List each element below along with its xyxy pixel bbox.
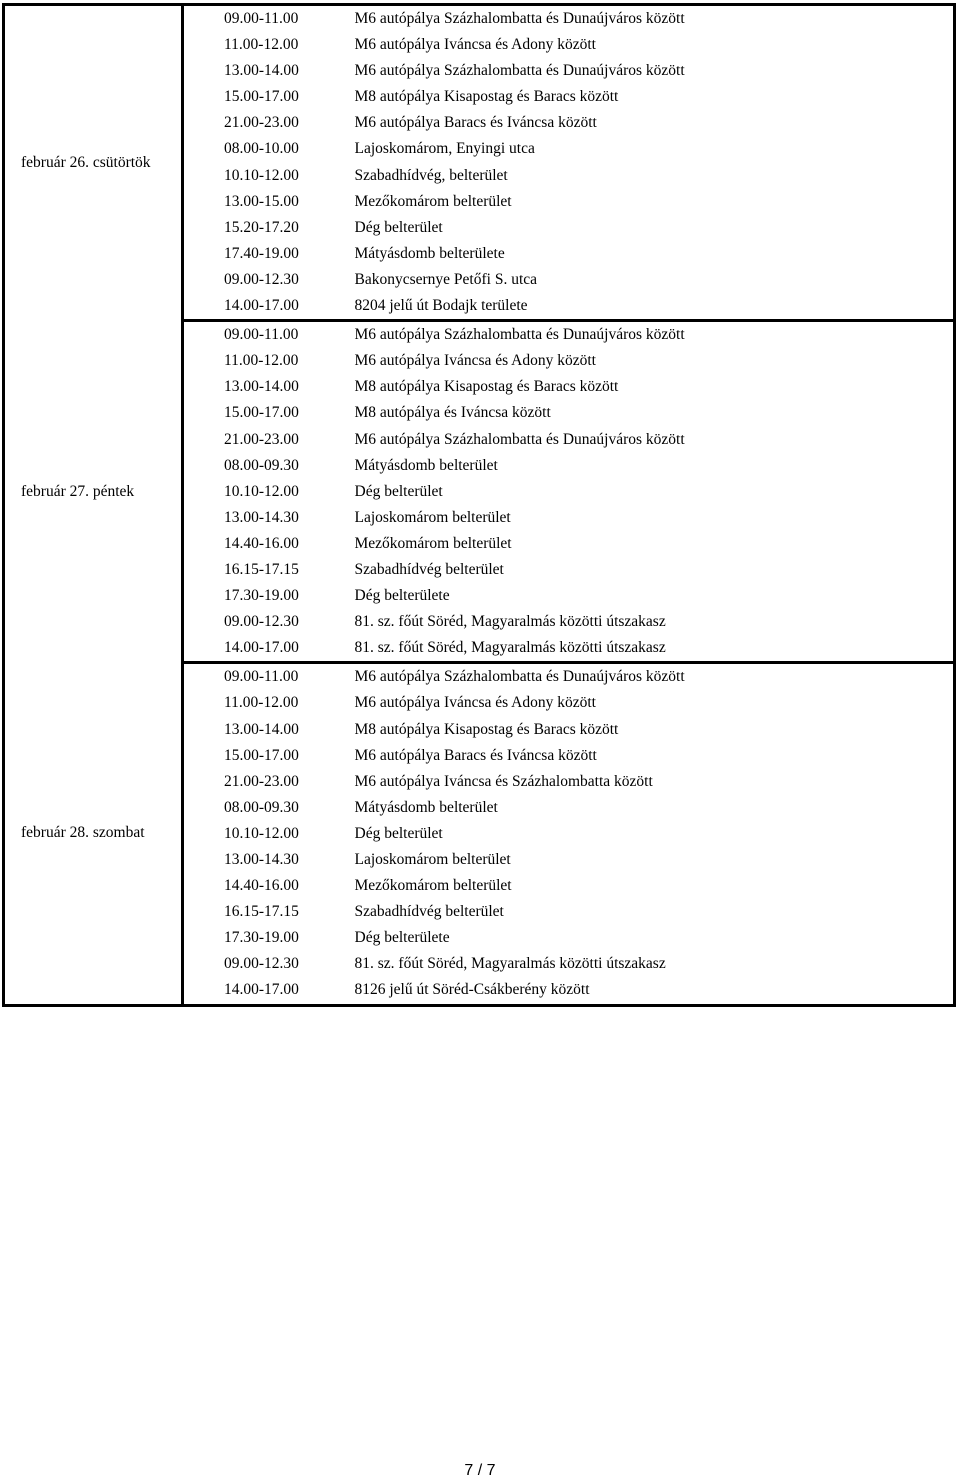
location: M6 autópálya Százhalombatta és Dunaújváros között — [354, 668, 685, 686]
location: Mezőkomárom belterület — [354, 192, 512, 210]
location: Mezőkomárom belterület — [354, 534, 512, 552]
location: M6 autópálya Százhalombatta és Dunaújváros között — [354, 62, 685, 80]
time-range: 09.00-11.00 — [224, 10, 299, 27]
location: M6 autópálya Baracs és Iváncsa között — [354, 114, 597, 132]
location: M6 autópálya Iváncsa és Adony között — [354, 36, 596, 54]
day-label: február 28. szombat — [4, 663, 183, 1005]
time-range: 14.40-16.00 — [224, 534, 299, 552]
time-range: 13.00-14.00 — [224, 378, 299, 396]
time-range: 09.00-11.00 — [224, 668, 299, 686]
time-range: 16.15-17.15 — [224, 560, 299, 578]
time-range: 11.00-12.00 — [224, 36, 299, 54]
time-range: 09.00-12.30 — [224, 270, 299, 288]
time-range: 14.00-17.00 — [183, 635, 351, 663]
time-range: 21.00-23.00 — [224, 430, 299, 448]
location: 81. sz. főút Söréd, Magyaralmás közötti útszakasz — [354, 955, 666, 973]
day-label: február 26. csütörtök — [4, 5, 183, 321]
location: Dég belterülete — [354, 587, 450, 605]
time-range: 17.40-19.00 — [224, 244, 299, 262]
location: Dég belterület — [354, 218, 443, 236]
location: Lajoskomárom, Enyingi utca — [354, 140, 535, 158]
location: M8 autópálya és Iváncsa között — [354, 404, 551, 422]
time-range: 13.00-14.00 — [224, 720, 299, 738]
location: Mezőkomárom belterület — [354, 877, 512, 895]
location: M8 autópálya Kisapostag és Baracs között — [354, 378, 619, 396]
time-range: 08.00-09.30 — [224, 798, 299, 816]
time-range: 09.00-12.30 — [224, 955, 299, 973]
time-range: 15.20-17.20 — [224, 218, 299, 236]
time-range: 08.00-10.00 — [224, 140, 299, 158]
time-range: 15.00-17.00 — [224, 88, 299, 106]
time-range: 17.30-19.00 — [224, 929, 299, 947]
location: Dég belterülete — [354, 929, 450, 947]
location: 81. sz. főút Söréd, Magyaralmás közötti útszakasz — [351, 635, 955, 663]
location: M6 autópálya Iváncsa és Adony között — [354, 352, 596, 370]
time-range: 09.00-11.00 — [224, 326, 299, 344]
time-range: 10.10-12.00 — [224, 166, 299, 184]
location: Szabadhídvég belterület — [354, 903, 504, 921]
time-range: 14.00-17.00 — [183, 977, 351, 1005]
location: Szabadhídvég belterület — [354, 560, 504, 578]
location: 8126 jelű út Söréd-Csákberény között — [351, 977, 955, 1005]
location: Bakonycsernye Petőfi S. utca — [354, 270, 538, 288]
location: M8 autópálya Kisapostag és Baracs között — [354, 88, 619, 106]
schedule-row — [4, 321, 955, 349]
time-range: 16.15-17.15 — [224, 903, 299, 921]
location: Szabadhídvég, belterület — [354, 166, 508, 184]
location: Dég belterület — [354, 482, 443, 500]
time-range: 11.00-12.00 — [224, 694, 299, 712]
time-range: 17.30-19.00 — [224, 587, 299, 605]
schedule-row — [4, 663, 955, 691]
location: Mátyásdomb belterület — [354, 798, 498, 816]
time-range: 13.00-14.30 — [224, 508, 299, 526]
time-range: 10.10-12.00 — [224, 482, 299, 500]
schedule-row — [4, 5, 955, 33]
time-range: 13.00-15.00 — [224, 192, 299, 210]
location: 81. sz. főút Söréd, Magyaralmás közötti útszakasz — [354, 613, 666, 631]
location: M6 autópálya Százhalombatta és Dunaújváros között — [354, 326, 685, 344]
time-range: 13.00-14.00 — [224, 62, 299, 80]
time-range: 13.00-14.30 — [224, 851, 299, 868]
location: M6 autópálya Iváncsa és Adony között — [354, 694, 596, 712]
location: Lajoskomárom belterület — [354, 508, 511, 526]
location: M6 autópálya Százhalombatta és Dunaújváros között — [354, 430, 685, 448]
location: M8 autópálya Kisapostag és Baracs között — [354, 720, 619, 738]
location: 8204 jelű út Bodajk területe — [351, 293, 955, 321]
day-label: február 27. péntek — [4, 321, 183, 663]
time-range: 21.00-23.00 — [224, 772, 299, 790]
location: M6 autópálya Iváncsa és Százhalombatta között — [354, 772, 653, 790]
time-range: 15.00-17.00 — [224, 404, 299, 422]
speed-check-schedule-table — [2, 3, 956, 1007]
time-range: 14.00-17.00 — [183, 293, 351, 321]
location: Mátyásdomb belterülete — [354, 244, 505, 262]
schedule-body — [4, 5, 955, 1006]
location: M6 autópálya Baracs és Iváncsa között — [354, 746, 597, 764]
location: M6 autópálya Százhalombatta és Dunaújváros között — [354, 10, 685, 27]
time-range: 08.00-09.30 — [224, 456, 299, 474]
time-range: 11.00-12.00 — [224, 352, 299, 370]
time-range: 14.40-16.00 — [224, 877, 299, 895]
time-range: 21.00-23.00 — [224, 114, 299, 132]
location: Mátyásdomb belterület — [354, 456, 498, 474]
location: Dég belterület — [354, 824, 443, 842]
location: Lajoskomárom belterület — [354, 851, 511, 868]
time-range: 10.10-12.00 — [224, 824, 299, 842]
time-range: 15.00-17.00 — [224, 746, 299, 764]
time-range: 09.00-12.30 — [224, 613, 299, 631]
page-number: 7 / 7 — [464, 1462, 496, 1479]
